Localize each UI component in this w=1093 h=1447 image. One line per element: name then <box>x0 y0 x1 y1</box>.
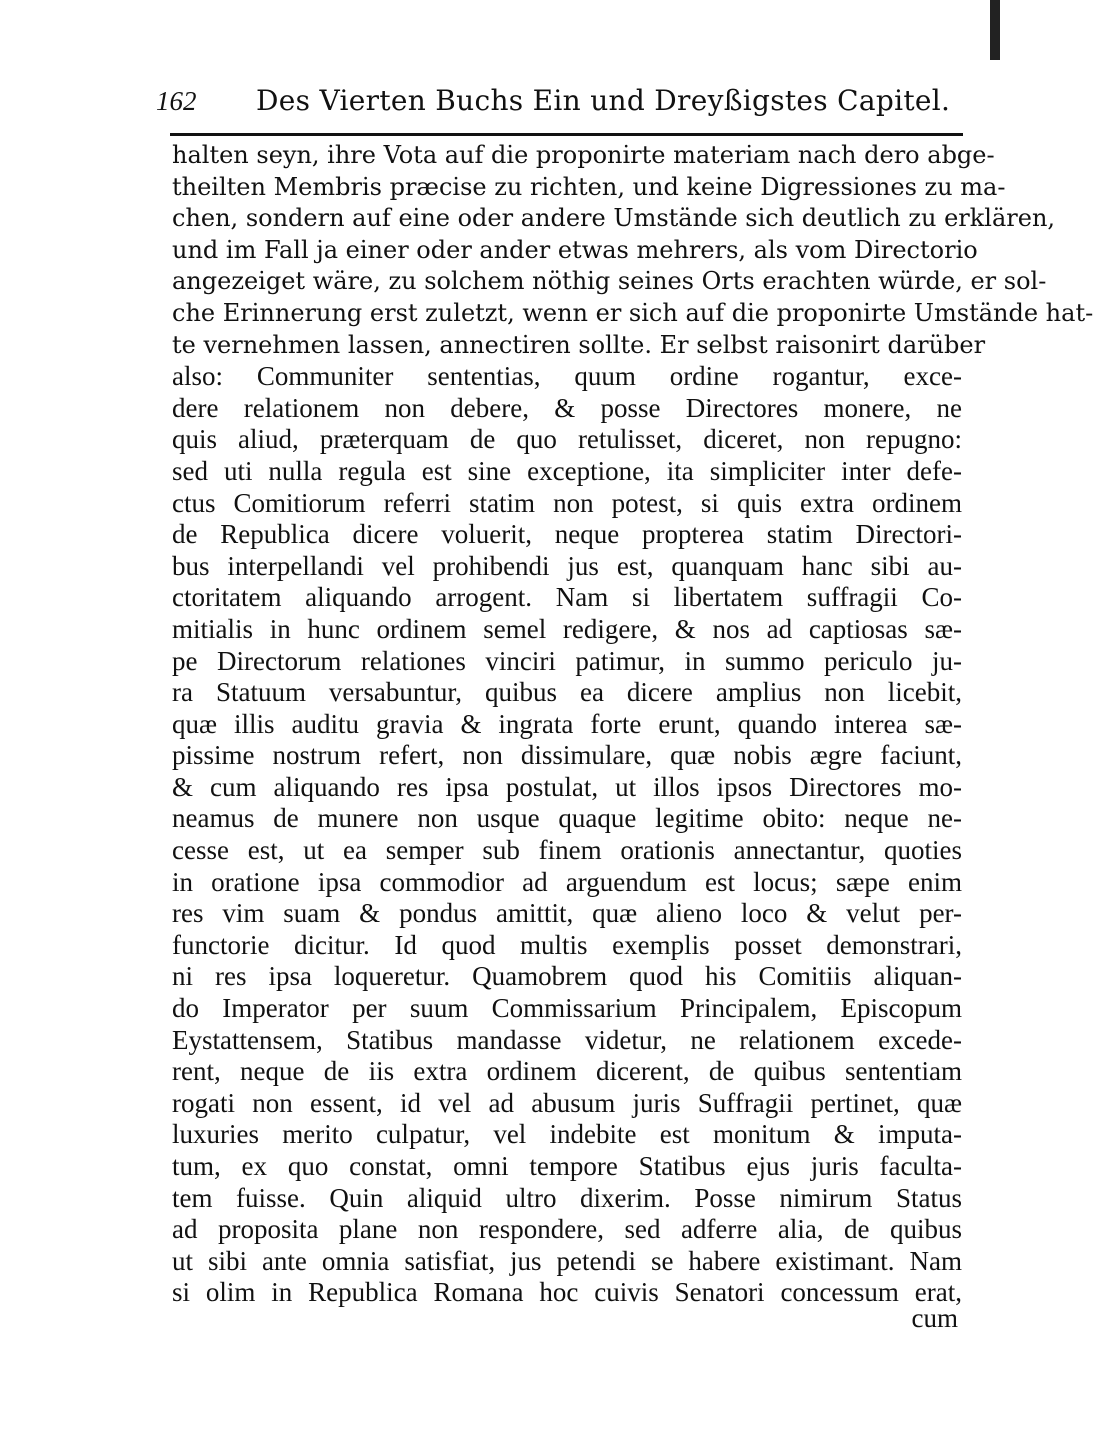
page-number: 162 <box>156 86 197 116</box>
text-line: res vim suam & pondus amittit, quæ alieno loco & velut per- <box>172 898 962 929</box>
text-line: halten seyn, ihre Vota auf die proponirte materiam nach dero abge- <box>172 141 995 169</box>
text-line: also: Communiter sententias, quum ordine rogantur, exce- <box>172 361 962 392</box>
text-line: do Imperator per suum Commissarium Principalem, Episcopum <box>172 993 962 1024</box>
text-line: tem fuisse. Quin aliquid ultro dixerim. Posse nimirum Status <box>172 1182 962 1213</box>
text-line: functorie dicitur. Id quod multis exemplis posset demonstrari, <box>172 929 962 960</box>
text-line: quæ illis auditu gravia & ingrata forte erunt, quando interea sæ- <box>172 708 962 739</box>
text-line: ctoritatem aliquando arrogent. Nam si libertatem suffragii Co- <box>172 582 962 613</box>
text-line: neamus de munere non usque quaque legitime obito: neque ne- <box>172 803 962 834</box>
text-line: & cum aliquando res ipsa postulat, ut illos ipsos Directores mo- <box>172 771 962 802</box>
text-line: ad proposita plane non respondere, sed adferre alia, de quibus <box>172 1214 962 1245</box>
page-header <box>156 84 956 130</box>
text-line: dere relationem non debere, & posse Directores monere, ne <box>172 392 962 423</box>
text-line: ra Statuum versabuntur, quibus ea dicere amplius non licebit, <box>172 677 962 708</box>
text-line: theilten Membris præcise zu richten, und keine Digressiones zu ma- <box>172 172 1006 201</box>
text-line: tum, ex quo constat, omni tempore Statibus ejus juris faculta- <box>172 1151 962 1181</box>
text-line: pissime nostrum refert, non dissimulare, quæ nobis ægre faciunt, <box>172 740 962 771</box>
text-line: che Erinnerung erst zuletzt, wenn er sich auf die proponirte Umstände hat- <box>172 298 1093 327</box>
text-line: ctus Comitiorum referri statim non potest, si quis extra ordinem <box>172 487 962 518</box>
text-line: luxuries merito culpatur, vel indebite est monitum & imputa- <box>172 1119 962 1150</box>
running-head: Des Vierten Buchs Ein und Dreyßigstes Capitel. <box>256 84 951 117</box>
scan-edge-mark <box>990 0 1000 60</box>
text-line: si olim in Republica Romana hoc cuivis Senatori concessum erat, <box>172 1277 962 1308</box>
text-line: angezeiget wäre, zu solchem nöthig seines Orts erachten würde, er sol- <box>172 267 1047 296</box>
text-line: Eystattensem, Statibus mandasse videtur, ne relationem excede- <box>172 1024 962 1055</box>
text-line: chen, sondern auf eine oder andere Umstände sich deutlich zu erklären, <box>172 204 1056 233</box>
text-line: quis aliud, præterquam de quo retulisset, diceret, non repugno: <box>172 424 962 455</box>
text-line: ut sibi ante omnia satisfiat, jus petendi se habere existimant. Nam <box>172 1245 962 1276</box>
header-rule <box>170 133 963 136</box>
text-line: ni res ipsa loqueretur. Quamobrem quod his Comitiis aliquan- <box>172 961 962 992</box>
text-line: mitialis in hunc ordinem semel redigere, & nos ad captiosas sæ- <box>172 613 962 644</box>
text-line: in oratione ipsa commodior ad arguendum est locus; sæpe enim <box>172 866 962 897</box>
text-line: te vernehmen lassen, annectiren sollte. Er selbst raisonirt darüber <box>172 330 986 359</box>
text-line: pe Directorum relationes vinciri patimur, in summo periculo ju- <box>172 645 962 676</box>
text-line: bus interpellandi vel prohibendi jus est, quanquam hanc sibi au- <box>172 550 962 581</box>
text-line: sed uti nulla regula est sine exceptione, ita simpliciter inter defe- <box>172 455 962 486</box>
body-text <box>172 140 1093 1309</box>
text-line: rogati non essent, id vel ad abusum juris Suffragii pertinet, quæ <box>172 1087 962 1118</box>
text-line: de Republica dicere voluerit, neque propterea statim Directori- <box>172 519 962 550</box>
catchword: cum <box>911 1303 958 1333</box>
text-line: rent, neque de iis extra ordinem dicerent, de quibus sententiam <box>172 1056 962 1087</box>
text-line: cesse est, ut ea semper sub finem orationis annectantur, quoties <box>172 835 962 866</box>
text-line: und im Fall ja einer oder ander etwas mehrers, als vom Directorio <box>172 235 978 264</box>
